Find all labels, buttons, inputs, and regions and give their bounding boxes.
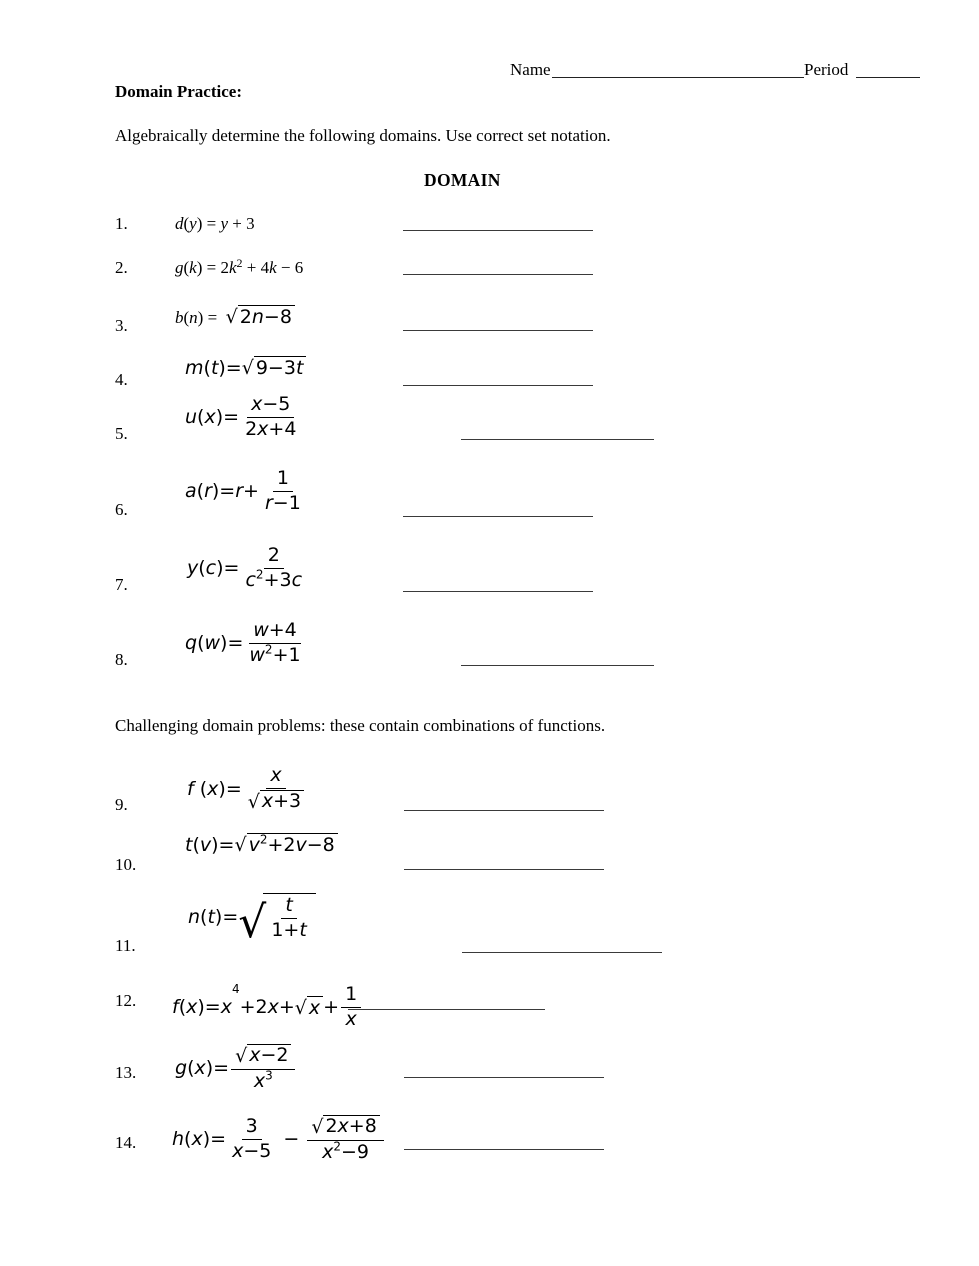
fraction (245, 620, 304, 667)
answer-blank (462, 952, 662, 953)
problem-number: 7. (115, 575, 128, 594)
exponent: 2 (255, 567, 264, 582)
problem-formula: q ( w )= $\frac{w+4}{w^2+1}$ (185, 620, 307, 667)
square-root (226, 305, 295, 328)
radical-sign: √ (241, 357, 254, 380)
numerator: x (266, 765, 285, 789)
numerator: x−5 (247, 394, 294, 418)
exponent: 2 (333, 1139, 341, 1154)
answer-blank (403, 274, 593, 275)
radical-sign: √ (294, 996, 307, 1019)
problem-number: 5. (115, 424, 128, 443)
fraction (261, 468, 305, 515)
denominator: 2x+4 (245, 417, 297, 440)
radical-sign: √ (238, 896, 267, 948)
section-heading: DOMAIN (424, 170, 501, 190)
square-root (235, 1044, 291, 1067)
numerator: 1 (273, 468, 293, 492)
name-label: Name (510, 60, 551, 79)
problem-number: 8. (115, 650, 128, 669)
problem-formula: f ( x )= x 4 +2 x + √ x + $\frac{1}{x}$ (172, 984, 363, 1031)
period-blank-line (856, 60, 920, 78)
numerator (307, 1115, 383, 1141)
challenge-note: Challenging domain problems: these contain combinations of functions. (115, 716, 606, 735)
problem-formula: u ( x )= $\frac{x-5}{2x+4}$ (185, 394, 302, 441)
numerator: 1 (341, 984, 361, 1008)
answer-blank (403, 230, 593, 231)
problem-number: 12. (115, 991, 137, 1010)
fraction (241, 394, 300, 441)
square-root (311, 1115, 379, 1138)
problem-number: 4. (115, 370, 128, 389)
answer-blank (348, 1009, 545, 1010)
radical-sign: √ (235, 1044, 248, 1067)
exponent: 4 (231, 982, 240, 996)
answer-blank (404, 1149, 604, 1150)
fraction (244, 765, 308, 814)
answer-blank (404, 1077, 604, 1078)
square-root (234, 833, 337, 856)
fraction (267, 895, 310, 942)
exponent: 2 (236, 256, 243, 270)
answer-blank (403, 591, 593, 592)
numerator: w+4 (249, 620, 301, 644)
problem-formula: t ( v )= √ $v^2+2v-8$ (185, 833, 338, 856)
problem-formula: h ( x )= $\frac{3}{x-5}$ − √ 2x+8 $x^2-9$ (172, 1115, 386, 1164)
answer-blank (461, 439, 654, 440)
denominator: 1+t (271, 918, 307, 941)
answer-blank (404, 810, 604, 811)
problem-formula: y ( c )= $\frac{2}{c^2+3c}$ (187, 545, 308, 592)
answer-blank (403, 516, 593, 517)
numerator (231, 1044, 295, 1070)
square-root (238, 893, 316, 948)
radicand: x+3 (260, 790, 304, 813)
answer-blank (404, 869, 604, 870)
radicand (263, 893, 315, 942)
problem-formula: a ( r )= r + $\frac{1}{r-1}$ (185, 468, 307, 515)
denominator: r−1 (264, 491, 301, 514)
radicand: 2x+8 (323, 1115, 379, 1138)
radicand: x (307, 996, 323, 1019)
radicand: 2n−8 (238, 305, 295, 328)
period-label: Period (804, 60, 849, 79)
answer-blank (403, 330, 593, 331)
page-title: Domain Practice: (115, 82, 242, 101)
problem-formula: g ( x )= √ x−2 $x^3$ (175, 1044, 297, 1093)
instruction-text: Algebraically determine the following domains. Use correct set notation. (115, 126, 611, 145)
radicand: x−2 (247, 1044, 291, 1067)
problem-formula: b ( n ) = √ 2n−8 (175, 305, 295, 328)
denominator: x−5 (232, 1139, 272, 1162)
problem-formula: m ( t )= √ 9−3t (185, 356, 306, 379)
radicand: 9−3t (254, 356, 307, 379)
radical-sign: √ (311, 1115, 324, 1138)
denominator: x (345, 1007, 357, 1030)
square-root (295, 996, 323, 1019)
problem-number: 9. (115, 795, 128, 814)
denominator: $w^2+1$ (249, 642, 301, 666)
problem-number: 6. (115, 500, 128, 519)
fraction (241, 545, 306, 592)
answer-blank (403, 385, 593, 386)
radicand: $v^2+2v-8$ (247, 833, 338, 856)
answer-blank (461, 665, 654, 666)
problem-number: 3. (115, 316, 128, 335)
fraction (228, 1116, 275, 1163)
problem-formula: g ( k ) = 2 k 2 + 4 k − 6 (175, 256, 304, 277)
exponent: 2 (259, 832, 268, 847)
denominator: $x^2-9$ (322, 1139, 370, 1163)
problem-number: 14. (115, 1133, 137, 1152)
numerator: t (281, 895, 296, 919)
problem-number: 1. (115, 214, 128, 233)
numerator: 2 (264, 545, 284, 569)
square-root (248, 790, 304, 813)
problem-number: 13. (115, 1063, 137, 1082)
square-root (242, 356, 307, 379)
radical-sign: √ (225, 306, 238, 329)
problem-formula: f ( x )= x √ x+3 (187, 765, 310, 814)
numerator: 3 (242, 1116, 262, 1140)
fraction (307, 1115, 383, 1164)
denominator: $x^3$ (253, 1068, 273, 1092)
exponent: 3 (265, 1068, 273, 1083)
radical-sign: √ (234, 834, 247, 857)
fraction (231, 1044, 295, 1093)
name-blank-line (552, 60, 804, 78)
problem-formula: d ( y ) = y + 3 (175, 214, 255, 233)
exponent: 2 (264, 642, 273, 657)
problem-number: 11. (115, 936, 136, 955)
problem-number: 10. (115, 855, 137, 874)
fraction (341, 984, 361, 1031)
denominator (244, 789, 308, 814)
problem-number: 2. (115, 258, 128, 277)
radical-sign: √ (247, 790, 260, 813)
problem-formula: n ( t )= √ $\frac{t}{1+t}$ (188, 893, 316, 942)
denominator: $c^2+3c$ (245, 567, 303, 591)
